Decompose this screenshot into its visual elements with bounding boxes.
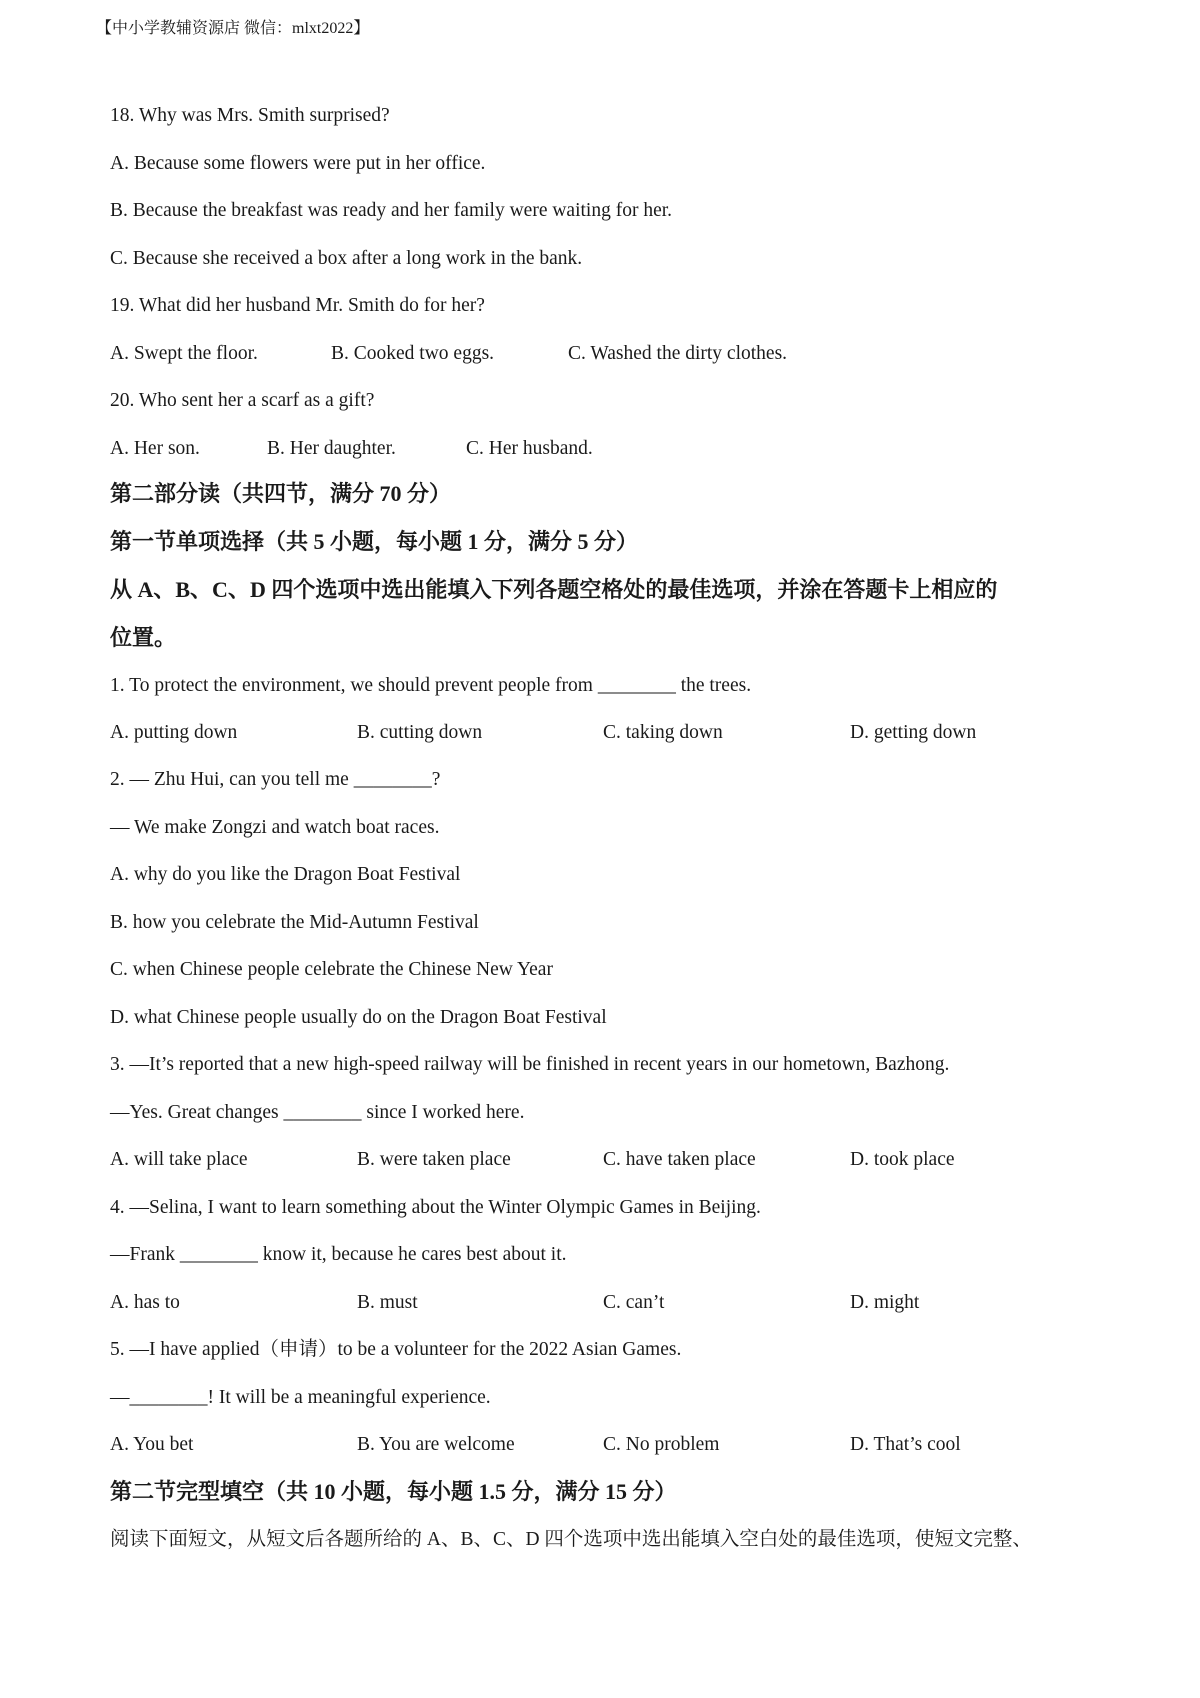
q3-line2: —Yes. Great changes ________ since I worked here. bbox=[110, 1102, 525, 1123]
q20-option-a: A. Her son. bbox=[110, 438, 200, 459]
q4-option-c: C. can’t bbox=[603, 1292, 665, 1313]
q19-option-b: B. Cooked two eggs. bbox=[331, 343, 495, 364]
q5-option-c: C. No problem bbox=[603, 1434, 720, 1455]
q1-option-b: B. cutting down bbox=[357, 722, 483, 743]
q2-option-d: D. what Chinese people usually do on the Dragon Boat Festival bbox=[110, 1007, 607, 1028]
q1-option-c: C. taking down bbox=[603, 722, 723, 743]
section2-instruction: 阅读下面短文，从短文后各题所给的 A、B、C、D 四个选项中选出能填入空白处的最佳选项，使短文完整、 bbox=[110, 1529, 1032, 1550]
q3-option-d: D. took place bbox=[850, 1149, 955, 1170]
q3-line1: 3. —It’s reported that a new high-speed railway will be finished in recent years in our hometown, Bazhong. bbox=[110, 1054, 950, 1075]
q4-option-a: A. has to bbox=[110, 1292, 180, 1313]
q2-option-c: C. when Chinese people celebrate the Chinese New Year bbox=[110, 959, 553, 980]
section1-instruction-line2: 位置。 bbox=[110, 625, 177, 650]
q18-question: 18. Why was Mrs. Smith surprised? bbox=[110, 105, 390, 126]
q5-options bbox=[110, 1433, 1110, 1457]
q19-option-c: C. Washed the dirty clothes. bbox=[568, 343, 788, 364]
q4-option-d: D. might bbox=[850, 1292, 920, 1313]
q20-option-c: C. Her husband. bbox=[466, 438, 593, 459]
q2-line2: — We make Zongzi and watch boat races. bbox=[110, 817, 440, 838]
q5-line1: 5. —I have applied（申请）to be a volunteer for the 2022 Asian Games. bbox=[110, 1339, 682, 1360]
q4-option-b: B. must bbox=[357, 1292, 418, 1313]
q20-question: 20. Who sent her a scarf as a gift? bbox=[110, 390, 375, 411]
q1-question: 1. To protect the environment, we should prevent people from ________ the trees. bbox=[110, 675, 752, 696]
q18-option-c: C. Because she received a box after a long work in the bank. bbox=[110, 248, 583, 269]
part2-title: 第二部分读（共四节，满分 70 分） bbox=[110, 481, 452, 506]
q19-options bbox=[110, 342, 1110, 366]
page-header-watermark: 【中小学教辅资源店 微信：mlxt2022】 bbox=[96, 20, 370, 37]
q2-option-b: B. how you celebrate the Mid-Autumn Festival bbox=[110, 912, 479, 933]
q5-line2: —________! It will be a meaningful experience. bbox=[110, 1387, 491, 1408]
q20-option-b: B. Her daughter. bbox=[267, 438, 396, 459]
q3-option-a: A. will take place bbox=[110, 1149, 248, 1170]
q4-line1: 4. —Selina, I want to learn something about the Winter Olympic Games in Beijing. bbox=[110, 1197, 761, 1218]
q20-options bbox=[110, 437, 1110, 461]
q4-line2: —Frank ________ know it, because he cares best about it. bbox=[110, 1244, 567, 1265]
section1-title: 第一节单项选择（共 5 小题，每小题 1 分，满分 5 分） bbox=[110, 529, 639, 554]
section1-instruction-line1: 从 A、B、C、D 四个选项中选出能填入下列各题空格处的最佳选项，并涂在答题卡上相应的 bbox=[110, 577, 998, 602]
q5-option-b: B. You are welcome bbox=[357, 1434, 515, 1455]
q19-question: 19. What did her husband Mr. Smith do for her? bbox=[110, 295, 485, 316]
q3-option-c: C. have taken place bbox=[603, 1149, 756, 1170]
q3-option-b: B. were taken place bbox=[357, 1149, 511, 1170]
q2-line1: 2. — Zhu Hui, can you tell me ________? bbox=[110, 769, 441, 790]
q18-option-a: A. Because some flowers were put in her office. bbox=[110, 153, 486, 174]
q1-options bbox=[110, 721, 1110, 745]
q2-option-a: A. why do you like the Dragon Boat Festival bbox=[110, 864, 461, 885]
q5-option-a: A. You bet bbox=[110, 1434, 194, 1455]
q18-option-b: B. Because the breakfast was ready and her family were waiting for her. bbox=[110, 200, 673, 221]
q3-options bbox=[110, 1148, 1110, 1172]
q4-options bbox=[110, 1291, 1110, 1315]
q19-option-a: A. Swept the floor. bbox=[110, 343, 258, 364]
q1-option-d: D. getting down bbox=[850, 722, 977, 743]
q5-option-d: D. That’s cool bbox=[850, 1434, 961, 1455]
section2-title: 第二节完型填空（共 10 小题，每小题 1.5 分，满分 15 分） bbox=[110, 1479, 677, 1504]
q1-option-a: A. putting down bbox=[110, 722, 238, 743]
